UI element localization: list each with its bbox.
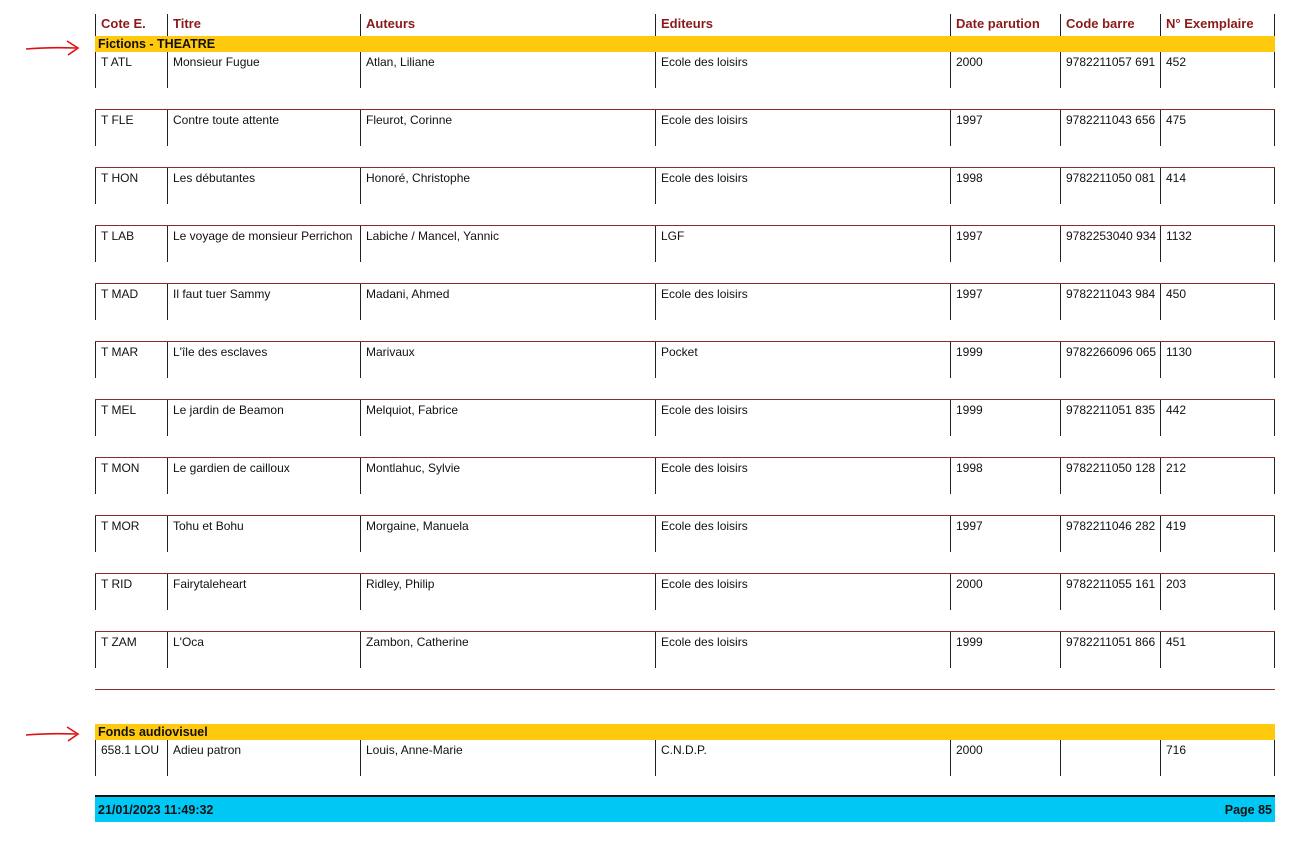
cell-auteurs: Ridley, Philip bbox=[360, 574, 655, 610]
cell-cote: T MAR bbox=[95, 342, 167, 378]
cell-date: 1998 bbox=[950, 168, 1060, 204]
cell-exemplaire: 1132 bbox=[1160, 226, 1275, 262]
cell-editeurs: Ecole des loisirs bbox=[655, 110, 950, 146]
cell-exemplaire: 475 bbox=[1160, 110, 1275, 146]
cell-titre: Le jardin de Beamon bbox=[167, 400, 360, 436]
print-timestamp: 21/01/2023 11:49:32 bbox=[98, 802, 214, 817]
cell-auteurs: Marivaux bbox=[360, 342, 655, 378]
report-table bbox=[95, 14, 1275, 784]
column-header: Auteurs bbox=[360, 14, 655, 36]
cell-date: 1997 bbox=[950, 226, 1060, 262]
cell-titre: Le gardien de cailloux bbox=[167, 458, 360, 494]
table-row bbox=[95, 342, 1275, 400]
cell-editeurs: Ecole des loisirs bbox=[655, 168, 950, 204]
column-header: Titre bbox=[167, 14, 360, 36]
table-row bbox=[95, 226, 1275, 284]
cell-editeurs: Ecole des loisirs bbox=[655, 516, 950, 552]
table-row bbox=[95, 52, 1275, 110]
column-header: Cote E. bbox=[95, 14, 167, 36]
column-header: N° Exemplaire bbox=[1160, 14, 1275, 36]
cell-auteurs: Melquiot, Fabrice bbox=[360, 400, 655, 436]
table-row bbox=[95, 632, 1275, 690]
cell-cote: T LAB bbox=[95, 226, 167, 262]
table-row bbox=[95, 574, 1275, 632]
cell-titre: Monsieur Fugue bbox=[167, 52, 360, 88]
cell-code: 9782211051 835 bbox=[1060, 400, 1160, 436]
cell-date: 1997 bbox=[950, 516, 1060, 552]
cell-code: 9782211055 161 bbox=[1060, 574, 1160, 610]
table-row bbox=[95, 516, 1275, 574]
cell-cote: T MOR bbox=[95, 516, 167, 552]
cell-code bbox=[1060, 740, 1160, 776]
cell-editeurs: Pocket bbox=[655, 342, 950, 378]
cell-auteurs: Madani, Ahmed bbox=[360, 284, 655, 320]
cell-editeurs: Ecole des loisirs bbox=[655, 52, 950, 88]
cell-date: 1998 bbox=[950, 458, 1060, 494]
cell-editeurs: Ecole des loisirs bbox=[655, 574, 950, 610]
cell-titre: Tohu et Bohu bbox=[167, 516, 360, 552]
cell-code: 9782211057 691 bbox=[1060, 52, 1160, 88]
table-header bbox=[95, 14, 1275, 36]
cell-auteurs: Louis, Anne-Marie bbox=[360, 740, 655, 776]
cell-exemplaire: 414 bbox=[1160, 168, 1275, 204]
cell-editeurs: C.N.D.P. bbox=[655, 740, 950, 776]
cell-auteurs: Atlan, Liliane bbox=[360, 52, 655, 88]
table-row bbox=[95, 740, 1275, 784]
cell-exemplaire: 212 bbox=[1160, 458, 1275, 494]
table-row bbox=[95, 284, 1275, 342]
column-header: Editeurs bbox=[655, 14, 950, 36]
group-list bbox=[95, 36, 1275, 784]
cell-titre: Il faut tuer Sammy bbox=[167, 284, 360, 320]
red-arrow-icon bbox=[24, 38, 84, 58]
cell-code: 9782211043 984 bbox=[1060, 284, 1160, 320]
cell-exemplaire: 450 bbox=[1160, 284, 1275, 320]
cell-exemplaire: 452 bbox=[1160, 52, 1275, 88]
group-spacer bbox=[95, 690, 1275, 724]
cell-code: 9782266096 065 bbox=[1060, 342, 1160, 378]
cell-date: 1999 bbox=[950, 342, 1060, 378]
cell-code: 9782211051 866 bbox=[1060, 632, 1160, 668]
cell-titre: L'île des esclaves bbox=[167, 342, 360, 378]
cell-editeurs: LGF bbox=[655, 226, 950, 262]
cell-cote: 658.1 LOU bbox=[95, 740, 167, 776]
cell-cote: T HON bbox=[95, 168, 167, 204]
cell-cote: T ATL bbox=[95, 52, 167, 88]
cell-auteurs: Fleurot, Corinne bbox=[360, 110, 655, 146]
cell-auteurs: Montlahuc, Sylvie bbox=[360, 458, 655, 494]
red-arrow-icon bbox=[24, 724, 84, 744]
cell-titre: L'Oca bbox=[167, 632, 360, 668]
cell-code: 9782211050 081 bbox=[1060, 168, 1160, 204]
cell-exemplaire: 716 bbox=[1160, 740, 1275, 776]
table-row bbox=[95, 110, 1275, 168]
cell-editeurs: Ecole des loisirs bbox=[655, 284, 950, 320]
cell-date: 1999 bbox=[950, 400, 1060, 436]
cell-editeurs: Ecole des loisirs bbox=[655, 458, 950, 494]
cell-editeurs: Ecole des loisirs bbox=[655, 400, 950, 436]
cell-titre: Adieu patron bbox=[167, 740, 360, 776]
cell-titre: Fairytaleheart bbox=[167, 574, 360, 610]
cell-date: 1999 bbox=[950, 632, 1060, 668]
cell-titre: Contre toute attente bbox=[167, 110, 360, 146]
page-number: Page 85 bbox=[1224, 802, 1272, 817]
cell-auteurs: Zambon, Catherine bbox=[360, 632, 655, 668]
column-header: Code barre bbox=[1060, 14, 1160, 36]
table-row bbox=[95, 168, 1275, 226]
cell-cote: T RID bbox=[95, 574, 167, 610]
cell-code: 9782253040 934 bbox=[1060, 226, 1160, 262]
cell-code: 9782211050 128 bbox=[1060, 458, 1160, 494]
cell-titre: Les débutantes bbox=[167, 168, 360, 204]
cell-exemplaire: 419 bbox=[1160, 516, 1275, 552]
cell-editeurs: Ecole des loisirs bbox=[655, 632, 950, 668]
cell-date: 2000 bbox=[950, 574, 1060, 610]
cell-exemplaire: 442 bbox=[1160, 400, 1275, 436]
table-row bbox=[95, 400, 1275, 458]
cell-cote: T ZAM bbox=[95, 632, 167, 668]
cell-exemplaire: 1130 bbox=[1160, 342, 1275, 378]
cell-cote: T MAD bbox=[95, 284, 167, 320]
table-row bbox=[95, 458, 1275, 516]
group-band: Fonds audiovisuel bbox=[95, 724, 1275, 740]
cell-cote: T MON bbox=[95, 458, 167, 494]
cell-exemplaire: 203 bbox=[1160, 574, 1275, 610]
cell-code: 9782211046 282 bbox=[1060, 516, 1160, 552]
cell-code: 9782211043 656 bbox=[1060, 110, 1160, 146]
cell-auteurs: Labiche / Mancel, Yannic bbox=[360, 226, 655, 262]
group-band: Fictions - THEATRE bbox=[95, 36, 1275, 52]
cell-date: 1997 bbox=[950, 284, 1060, 320]
cell-date: 1997 bbox=[950, 110, 1060, 146]
page-footer bbox=[95, 795, 1275, 822]
cell-auteurs: Honoré, Christophe bbox=[360, 168, 655, 204]
cell-date: 2000 bbox=[950, 52, 1060, 88]
cell-auteurs: Morgaine, Manuela bbox=[360, 516, 655, 552]
cell-date: 2000 bbox=[950, 740, 1060, 776]
cell-titre: Le voyage de monsieur Perrichon bbox=[167, 226, 360, 262]
cell-cote: T MEL bbox=[95, 400, 167, 436]
cell-cote: T FLE bbox=[95, 110, 167, 146]
cell-exemplaire: 451 bbox=[1160, 632, 1275, 668]
column-header: Date parution bbox=[950, 14, 1060, 36]
